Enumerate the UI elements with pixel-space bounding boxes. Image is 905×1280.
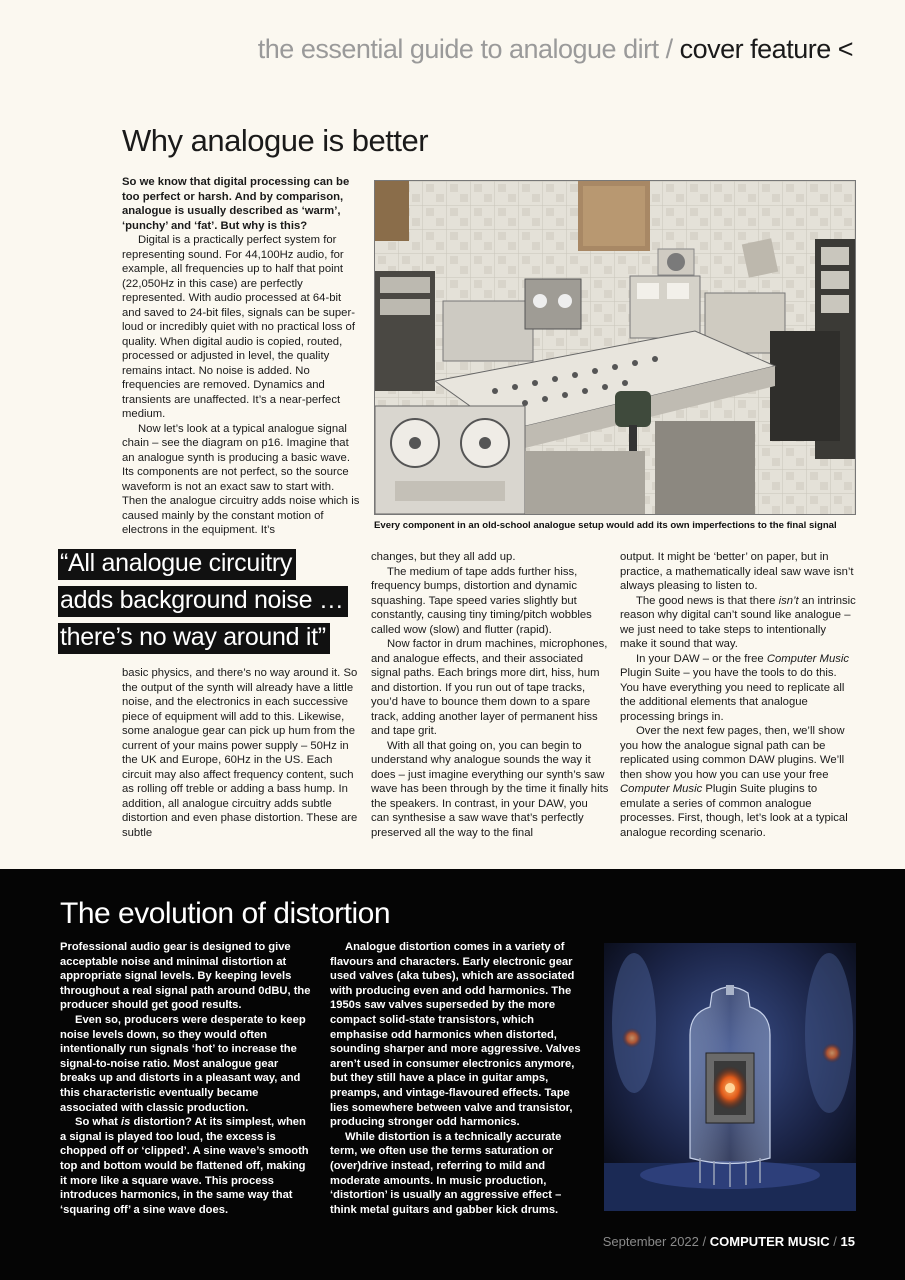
photo-caption: Every component in an old-school analogue setup would add its own imperfections to the final signal (374, 520, 837, 531)
pull-quote-line: adds background noise … (58, 586, 348, 617)
body-paragraph: So what is distortion? At its simplest, when a signal is played too loud, the excess is chopped off or ‘clipped’. A sine wave’s smooth top and bottom would be flattened off, making it more like a square wave. This process introduces harmonics, in the same way that ‘squaring off’ a sine wave does. (60, 1116, 309, 1216)
body-paragraph: Now let’s look at a typical analogue signal chain – see the diagram on p16. Imagine that an analogue synth is producing a basic wave. Its components are not perfect, so the source waveform is not an exact saw to start with. Then the analogue circuitry adds noise which is caused mainly by the constant motion of electrons in the equipment. It’s (122, 422, 360, 536)
pull-quote-line: “All analogue circuitry (58, 549, 296, 580)
analogue-column-1 (122, 175, 360, 538)
running-head-section: cover feature < (679, 34, 853, 64)
body-paragraph: Analogue distortion comes in a variety of flavours and characters. Early electronic gear used valves (aka tubes), which are associated with producing even and odd harmonics. The 1950s saw valves superseded by the more compact solid-state transistors, which emphasise odd harmonics when distorted, sounding sharper and more aggressive. Valves aren’t used in consumer electronics anymore, but they still have a place in guitar amps, preamps, and vintage-flavoured effects. Tape lies somewhere between valve and transistor, producing stronger odd harmonics. (330, 941, 581, 1129)
distortion-column-1 (60, 940, 314, 1217)
body-paragraph: The medium of tape adds further hiss, frequency bumps, distortion and dynamic squashing. Tape speed varies slightly but constantly, causing tiny timing/pitch wobbles called wow (slow) and flutter (rapid). (371, 565, 592, 636)
pull-quote (58, 549, 348, 660)
body-paragraph: basic physics, and there’s no way around it. So the output of the synth will already have a little noise, and the electronics in each successive piece of equipment will add to this. Likewise, some analogue gear can pick up hum from the current of your mains power supply – 50Hz in the UK and Europe, 60Hz in the US. Each circuit may also affect frequency content, such as rolling off treble or adding a bass hump. In addition, all analogue circuitry adds subtle distortion and even phase distortion. These are subtle (122, 667, 358, 839)
analogue-column-2 (371, 550, 609, 840)
body-paragraph: Professional audio gear is designed to give acceptable noise and minimal distortion at appropriate signal levels. By keeping levels throughout a real signal path around 0dBU, the producer should get good results. (60, 941, 311, 1012)
magazine-name: COMPUTER MUSIC (709, 1234, 830, 1249)
lead-paragraph: So we know that digital processing can be too perfect or harsh. And by comparison, analogue is usually described as ‘warm’, ‘punchy’ and ‘fat’. But why is this? (122, 176, 350, 232)
valve-illustration (604, 943, 856, 1211)
page-number: 15 (840, 1234, 855, 1249)
running-head (258, 34, 853, 65)
analogue-column-1-continued (122, 666, 360, 840)
body-paragraph: The good news is that there isn’t an intrinsic reason why digital can’t sound like analogue – we just need to take steps to intentionally make it sound that way. (620, 594, 856, 650)
issue-date: September 2022 (602, 1234, 699, 1249)
body-paragraph: Even so, producers were desperate to keep noise levels down, so they would often intentionally run signals ‘hot’ to increase the signal-to-noise ratio. Most analogue gear breaks up and distorts in a pleasant way, and this characteristic eventually became associated with classic production. (60, 1013, 306, 1114)
section-title-distortion: The evolution of distortion (60, 897, 391, 930)
body-paragraph: In your DAW – or the free Computer Music Plugin Suite – you have the tools to do this. You have everything you need to replicate all the additional elements that analogue processing brings in. (620, 652, 850, 723)
folio-separator: / (702, 1234, 707, 1249)
pull-quote-line: there’s no way around it” (58, 623, 330, 654)
body-paragraph: With all that going on, you can begin to understand why analogue sounds the way it does – just imagine everything our synth’s saw wave has been through by the time it finally hits the speakers. In contrast, in your DAW, you can synthesise a saw wave that’s perfectly preserved all the way to the final (371, 739, 609, 839)
folio-separator: / (833, 1234, 837, 1249)
body-paragraph: changes, but they all add up. (371, 551, 516, 563)
running-head-separator: / (665, 34, 673, 64)
body-paragraph: Now factor in drum machines, microphones, and analogue effects, and their associated signal paths. Each brings more dirt, hiss, hum and distortion. If you run out of tape tracks, you’d have to bounce them down to a spare track, adding another layer of permanent hiss and tape grit. (371, 638, 608, 737)
running-head-guide: the essential guide to analogue dirt (257, 34, 659, 64)
studio-photo (374, 180, 856, 515)
analogue-column-3 (620, 550, 856, 840)
studio-illustration (375, 181, 855, 514)
distortion-column-2 (330, 940, 584, 1217)
page-footer (603, 1234, 855, 1249)
section-title-analogue: Why analogue is better (122, 123, 429, 158)
body-paragraph: Over the next few pages, then, we’ll show you how the analogue signal path can be replicated using common DAW plugins. We’ll then show you how you can use your free Computer Music Plugin Suite plugins to emulate a series of common analogue processes. First, though, let’s look at a typical analogue recording scenario. (620, 725, 848, 839)
body-paragraph: output. It might be ‘better’ on paper, but in practice, a mathematically ideal saw wave isn’t always pleasing to listen to. (620, 551, 854, 592)
body-paragraph: While distortion is a technically accurate term, we often use the terms saturation or (over)drive instead, referring to mild and moderate amounts. In music production, ‘distortion’ is usually an aggressive effect – think metal guitars and gabber kick drums. (330, 1130, 562, 1216)
valve-photo (604, 943, 856, 1211)
body-paragraph: Digital is a practically perfect system for representing sound. For 44,100Hz audio, for example, all frequencies up to half that point (22,050Hz in this case) are perfectly represented. With audio processed at 64-bit and saved to 24-bit files, signals can be super-loud or incredibly quiet with no practical loss of quality. When digital audio is copied, routed, processed or adjusted in level, the quality remains intact. No noise is added. No frequencies are removed. Dynamics and transients are unaffected. It’s a near-perfect medium. (122, 234, 355, 420)
